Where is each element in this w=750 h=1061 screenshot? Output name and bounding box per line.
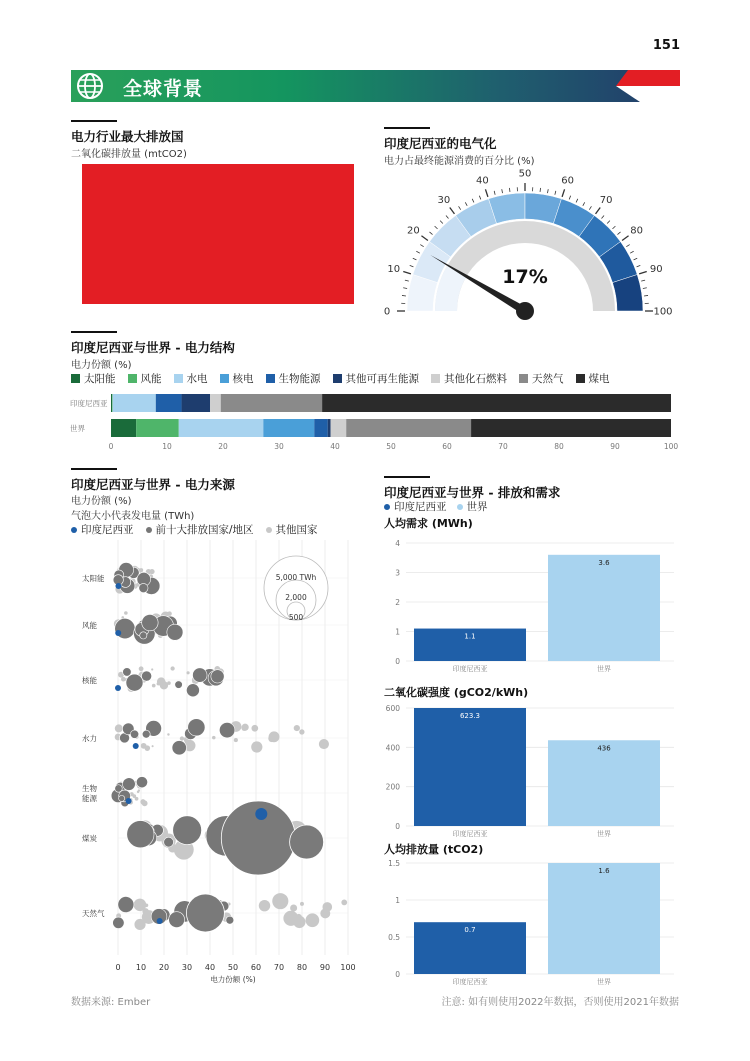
bubble-top10 xyxy=(172,741,186,755)
gauge-tick xyxy=(634,258,638,260)
gauge-tick xyxy=(576,199,578,203)
mix-bar-segment xyxy=(113,394,156,412)
bubble-other xyxy=(140,799,145,804)
bubble-other xyxy=(170,666,174,670)
mix-legend-item xyxy=(519,371,564,386)
bubble-other xyxy=(186,671,189,674)
demand-y-tick: 4 xyxy=(395,539,400,548)
demand-category-label: 世界 xyxy=(597,830,611,838)
gauge-tick xyxy=(403,271,411,273)
mix-legend-swatch xyxy=(333,374,342,383)
bubble-row-label: 水力 xyxy=(82,734,97,743)
bubble-other xyxy=(138,789,140,791)
bubble-row-label: 天然气 xyxy=(82,909,105,918)
bubble-other xyxy=(124,611,128,615)
demand-bar xyxy=(548,555,660,661)
legend-dot-indonesia xyxy=(384,504,390,510)
bubble-x-tick: 20 xyxy=(158,963,170,972)
gauge-value-label: 17% xyxy=(502,266,548,288)
bubble-other xyxy=(251,725,258,732)
demand-category-label: 世界 xyxy=(597,978,611,986)
electrification-gauge xyxy=(384,168,684,328)
bubble-indonesia xyxy=(126,798,132,804)
gauge-tick xyxy=(416,251,420,253)
mix-subtitle: 电力份额 (%) xyxy=(71,360,132,371)
bubble-other xyxy=(328,904,331,907)
bubble-other xyxy=(144,745,150,751)
mix-legend-swatch xyxy=(431,374,440,383)
bubble-top10 xyxy=(164,837,174,847)
electrification-title: 印度尼西亚的电气化 xyxy=(384,136,497,151)
bubble-other xyxy=(299,729,304,734)
demand-bar xyxy=(414,708,526,826)
mix-bar-segment xyxy=(263,419,314,437)
mix-legend-swatch xyxy=(71,374,80,383)
mix-legend-label: 太阳能 xyxy=(84,373,116,385)
section-rule xyxy=(71,120,117,122)
demand-y-tick: 200 xyxy=(385,782,400,792)
bubble-other xyxy=(157,677,165,685)
gauge-tick xyxy=(479,196,480,200)
sources-legend xyxy=(71,522,318,537)
page-number: 151 xyxy=(652,38,680,53)
demand-y-tick: 1 xyxy=(395,896,400,905)
bubble-top10 xyxy=(123,778,136,791)
gauge-tick xyxy=(420,245,423,247)
sources-bubble-note: 气泡大小代表发电量 (TWh) xyxy=(71,511,195,522)
section-rule xyxy=(71,331,117,333)
mix-legend-label: 风能 xyxy=(140,373,162,385)
demand-y-tick: 400 xyxy=(385,743,400,753)
demand-bar-value: 436 xyxy=(597,744,611,753)
demand-category-label: 印度尼西亚 xyxy=(452,830,488,838)
bubble-indonesia xyxy=(133,743,139,749)
mix-bar-segment xyxy=(221,394,322,412)
bubble-other xyxy=(132,794,136,798)
demand-y-tick: 600 xyxy=(385,704,400,713)
bubble-other xyxy=(294,725,300,731)
gauge-tick xyxy=(583,202,585,206)
mix-legend-label: 水电 xyxy=(186,373,208,385)
gauge-tick xyxy=(607,221,610,224)
demand-y-tick: 3 xyxy=(395,568,400,578)
bubble-x-tick: 40 xyxy=(204,963,216,972)
legend-dot-top10 xyxy=(146,527,152,533)
bubble-indonesia xyxy=(157,918,163,924)
bubble-top10 xyxy=(175,681,183,689)
gauge-tick-label: 70 xyxy=(599,194,613,206)
mix-bar-segment xyxy=(210,394,221,412)
mix-legend-label: 煤电 xyxy=(588,373,610,385)
mix-legend-label: 天然气 xyxy=(532,373,564,385)
bubble-top10 xyxy=(186,684,199,697)
mix-bar-segment xyxy=(156,394,182,412)
bubble-top10 xyxy=(126,674,143,691)
gauge-tick xyxy=(405,280,409,281)
mix-bar-segment xyxy=(111,419,136,437)
gauge-tick xyxy=(601,215,604,218)
demand-y-tick: 0 xyxy=(395,970,400,979)
mix-legend-item xyxy=(266,371,321,386)
gauge-tick xyxy=(622,236,628,241)
bubble-other xyxy=(242,724,249,731)
mix-row-label: 印度尼西亚 xyxy=(70,399,108,408)
mix-legend-swatch xyxy=(220,374,229,383)
demand-category-label: 印度尼西亚 xyxy=(452,978,488,986)
demand-bar-value: 3.6 xyxy=(598,558,610,567)
demand-chart-2-title: 二氧化碳强度 (gCO2/kWh) xyxy=(384,686,529,699)
bubble-x-tick: 70 xyxy=(273,963,285,972)
bubble-top10 xyxy=(119,795,125,801)
demand-legend-world: 世界 xyxy=(466,501,488,513)
gauge-tick xyxy=(435,226,438,229)
bubble-top10 xyxy=(115,785,122,792)
demand-category-label: 世界 xyxy=(597,665,611,673)
bubble-row-label: 核能 xyxy=(82,676,97,685)
gauge-tick xyxy=(626,245,629,247)
bubble-other xyxy=(269,731,280,742)
bubble-top10 xyxy=(226,916,234,924)
mix-legend-swatch xyxy=(266,374,275,383)
gauge-hub xyxy=(516,302,534,320)
gauge-tick xyxy=(429,232,432,235)
bubble-row-label: 风能 xyxy=(82,621,97,630)
bubble-top10 xyxy=(123,668,132,677)
mix-title: 印度尼西亚与世界 - 电力结构 xyxy=(71,340,235,355)
section-rule xyxy=(71,468,117,470)
demand-legend-indonesia: 印度尼西亚 xyxy=(394,501,447,513)
bubble-row-label: 煤炭 xyxy=(82,834,97,843)
bubble-x-tick: 0 xyxy=(115,963,121,972)
bubble-top10 xyxy=(173,816,202,845)
demand-chart-1-title: 人均需求 (MWh) xyxy=(384,517,473,530)
mix-legend-item xyxy=(333,371,420,386)
demand-bar-value: 1.6 xyxy=(598,867,610,875)
section-rule xyxy=(384,476,430,478)
mix-x-tick: 0 xyxy=(108,442,114,451)
gauge-tick xyxy=(589,206,591,209)
emitters-subtitle: 二氧化碳排放量 (mtCO2) xyxy=(71,149,187,160)
bubble-other xyxy=(139,666,144,671)
demand-y-tick: 1.5 xyxy=(388,859,400,868)
emissions-per-capita-chart xyxy=(384,855,684,990)
bubble-other xyxy=(152,684,156,688)
bubble-other xyxy=(151,668,153,670)
bubble-other xyxy=(180,736,184,740)
gauge-tick xyxy=(641,280,645,281)
bubble-other xyxy=(152,745,154,747)
carbon-intensity-chart xyxy=(384,700,684,842)
gauge-tick-label: 100 xyxy=(653,306,673,318)
bubble-top10 xyxy=(188,719,205,736)
bubble-top10 xyxy=(141,671,151,681)
mix-x-tick: 100 xyxy=(663,442,679,451)
bubble-other xyxy=(300,902,304,906)
bubble-other xyxy=(167,681,171,685)
gauge-tick xyxy=(465,202,467,206)
bubble-other xyxy=(319,739,329,749)
demand-category-label: 印度尼西亚 xyxy=(452,665,488,673)
gauge-tick-label: 0 xyxy=(384,306,391,318)
gauge-tick-label: 30 xyxy=(437,194,451,206)
mix-x-tick: 80 xyxy=(554,442,564,451)
bubble-top10 xyxy=(219,722,235,738)
gauge-tick xyxy=(502,189,503,193)
gauge-tick xyxy=(596,207,601,213)
demand-y-tick: 0.5 xyxy=(388,933,400,942)
mix-bar-segment xyxy=(328,419,331,437)
gauge-tick xyxy=(547,189,548,193)
gauge-tick xyxy=(540,188,541,192)
mix-x-tick: 30 xyxy=(274,442,284,451)
bubble-top10 xyxy=(127,821,154,848)
bubble-x-tick: 80 xyxy=(296,963,308,972)
mix-legend-item xyxy=(220,371,254,386)
mix-bar-segment xyxy=(471,419,671,437)
mix-legend-label: 其他可再生能源 xyxy=(345,373,419,385)
flag-decoration xyxy=(616,70,680,102)
mix-legend-swatch xyxy=(519,374,528,383)
mix-legend-swatch xyxy=(576,374,585,383)
globe-icon xyxy=(75,72,105,100)
bubble-other xyxy=(251,741,262,752)
bubble-other xyxy=(320,908,330,918)
mix-legend-item xyxy=(431,371,507,386)
gauge-tick xyxy=(617,232,620,235)
gauge-tick xyxy=(421,236,427,241)
bubble-size-legend xyxy=(264,556,328,622)
bubble-top10 xyxy=(140,632,147,639)
footer-source: 数据来源: Ember xyxy=(71,997,151,1008)
bubble-other xyxy=(212,736,216,740)
bubble-row-label: 生物 xyxy=(82,784,97,793)
gauge-tick-label: 40 xyxy=(475,175,489,187)
gauge-tick xyxy=(639,271,647,273)
mix-bar-segment xyxy=(331,419,347,437)
demand-bar-value: 0.7 xyxy=(464,926,476,935)
bubble-top10 xyxy=(211,670,224,683)
mix-bar-segment xyxy=(179,419,264,437)
mix-legend-item xyxy=(174,371,208,386)
mix-legend xyxy=(71,371,610,386)
bubble-other xyxy=(290,905,297,912)
bubble-other xyxy=(142,908,148,914)
bubble-other xyxy=(272,893,288,909)
bubble-top10 xyxy=(118,897,134,913)
legend-label-top10: 前十大排放国家/地区 xyxy=(155,524,254,536)
legend-dot-world xyxy=(457,504,463,510)
bubble-other xyxy=(145,903,149,907)
mix-bar-segment xyxy=(346,419,471,437)
gauge-tick xyxy=(410,265,414,266)
mix-bar-segment xyxy=(111,394,112,412)
gauge-tick xyxy=(494,191,495,195)
mix-legend-label: 核电 xyxy=(232,373,254,385)
bubble-indonesia xyxy=(255,808,267,820)
gauge-tick xyxy=(402,295,406,296)
demand-bar-value: 623.3 xyxy=(459,712,481,720)
size-legend-label: 500 xyxy=(288,613,304,622)
bubble-indonesia xyxy=(115,630,121,636)
section-rule xyxy=(384,127,430,129)
bubble-x-label: 电力份额 (%) xyxy=(210,975,256,984)
bubble-other xyxy=(115,724,123,732)
sources-title: 印度尼西亚与世界 - 电力来源 xyxy=(71,477,235,492)
mix-legend-swatch xyxy=(128,374,137,383)
gauge-tick-label: 20 xyxy=(406,225,420,237)
bubble-top10 xyxy=(167,624,183,640)
mix-bar-segment xyxy=(314,419,327,437)
demand-y-tick: 0 xyxy=(395,822,400,831)
gauge-tick-label: 10 xyxy=(387,263,401,275)
bubble-top10 xyxy=(169,912,185,928)
mix-x-tick: 90 xyxy=(610,442,620,451)
demand-bar xyxy=(548,740,660,826)
demand-title: 印度尼西亚与世界 - 排放和需求 xyxy=(384,485,561,500)
mix-bar-segment xyxy=(136,419,179,437)
gauge-tick xyxy=(630,251,634,253)
bubble-other xyxy=(167,733,169,735)
mix-chart xyxy=(68,388,684,454)
bubble-indonesia xyxy=(115,685,121,691)
gauge-tick xyxy=(644,295,648,296)
section-banner xyxy=(71,70,680,102)
gauge-tick xyxy=(450,207,455,213)
gauge-tick xyxy=(509,188,510,192)
size-legend-circle xyxy=(264,556,328,620)
footer-note: 注意: 如有则使用2022年数据，否则使用2021年数据 xyxy=(441,997,679,1008)
size-legend-label: 2,000 xyxy=(285,593,307,602)
gauge-tick-label: 80 xyxy=(630,225,644,237)
gauge-tick xyxy=(472,199,474,203)
sources-bubble-chart xyxy=(68,540,368,990)
gauge-tick xyxy=(403,288,407,289)
bubble-top10 xyxy=(136,777,147,788)
mix-legend-item xyxy=(71,371,116,386)
mix-bar-segment xyxy=(322,394,671,412)
bubble-other xyxy=(234,738,238,742)
mix-row-label: 世界 xyxy=(70,424,85,433)
bubble-top10 xyxy=(139,583,148,592)
bubble-other xyxy=(296,914,302,920)
gauge-tick-label: 60 xyxy=(561,175,575,187)
demand-chart-3-title: 人均排放量 (tCO2) xyxy=(384,843,484,856)
bubble-other xyxy=(341,899,347,905)
demand-y-tick: 1 xyxy=(395,627,400,637)
gauge-tick-label: 50 xyxy=(518,168,532,180)
legend-dot-indonesia xyxy=(71,527,77,533)
mix-legend-swatch xyxy=(174,374,183,383)
sources-subtitle: 电力份额 (%) xyxy=(71,496,132,507)
gauge-tick xyxy=(485,189,487,197)
bubble-x-tick: 100 xyxy=(340,963,356,972)
demand-y-tick: 2 xyxy=(395,598,400,607)
mix-legend-item xyxy=(576,371,610,386)
mix-legend-label: 生物能源 xyxy=(278,373,321,385)
legend-label-indonesia: 印度尼西亚 xyxy=(81,524,134,536)
demand-legend xyxy=(384,499,488,514)
mix-x-tick: 40 xyxy=(330,442,340,451)
mix-x-tick: 20 xyxy=(218,442,228,451)
bubble-top10 xyxy=(142,730,150,738)
gauge-tick xyxy=(446,215,449,218)
gauge-tick xyxy=(612,226,615,229)
gauge-tick xyxy=(555,191,556,195)
bubble-x-tick: 90 xyxy=(319,963,331,972)
bubble-row-label: 能源 xyxy=(82,794,97,803)
bubble-x-tick: 60 xyxy=(250,963,262,972)
demand-y-tick: 0 xyxy=(395,657,400,666)
bubble-x-tick: 30 xyxy=(181,963,193,972)
gauge-tick xyxy=(562,189,564,197)
mix-bar-segment xyxy=(182,394,211,412)
gauge-tick xyxy=(440,221,443,224)
gauge-tick xyxy=(459,206,461,209)
bubble-indonesia xyxy=(115,583,121,589)
bubble-x-tick: 50 xyxy=(227,963,239,972)
mix-legend-label: 其他化石燃料 xyxy=(444,373,507,385)
mix-x-tick: 60 xyxy=(442,442,452,451)
gauge-tick xyxy=(643,288,647,289)
gauge-tick xyxy=(413,258,417,260)
size-legend-label: 5,000 TWh xyxy=(275,573,317,582)
demand-per-capita-chart xyxy=(384,535,684,677)
emitters-title: 电力行业最大排放国 xyxy=(71,129,184,144)
banner-title: 全球背景 xyxy=(123,78,204,100)
bubble-top10-large xyxy=(290,825,324,859)
legend-label-others: 其他国家 xyxy=(275,524,318,536)
mix-x-tick: 70 xyxy=(498,442,508,451)
bubble-top10-large xyxy=(186,894,224,932)
gauge-tick xyxy=(569,196,570,200)
bubble-other xyxy=(121,677,126,682)
bubble-other xyxy=(306,913,320,927)
bubble-top10 xyxy=(113,917,124,928)
demand-bar xyxy=(548,863,660,974)
mix-x-tick: 10 xyxy=(162,442,172,451)
bubble-x-tick: 10 xyxy=(135,963,147,972)
demand-bar-value: 1.1 xyxy=(464,632,476,641)
emitters-map-placeholder xyxy=(82,164,354,304)
legend-dot-others xyxy=(266,527,272,533)
bubble-top10 xyxy=(142,614,158,630)
gauge-tick-label: 90 xyxy=(649,263,663,275)
mix-bar-segment xyxy=(112,394,113,412)
bubble-row-label: 太阳能 xyxy=(82,574,105,583)
bubble-other xyxy=(259,900,270,911)
electrification-subtitle: 电力占最终能源消费的百分比 (%) xyxy=(384,156,535,167)
gauge-tick xyxy=(637,265,641,266)
mix-legend-item xyxy=(128,371,162,386)
bubble-top10 xyxy=(193,668,207,682)
mix-x-tick: 50 xyxy=(386,442,396,451)
bubble-top10 xyxy=(130,730,138,738)
